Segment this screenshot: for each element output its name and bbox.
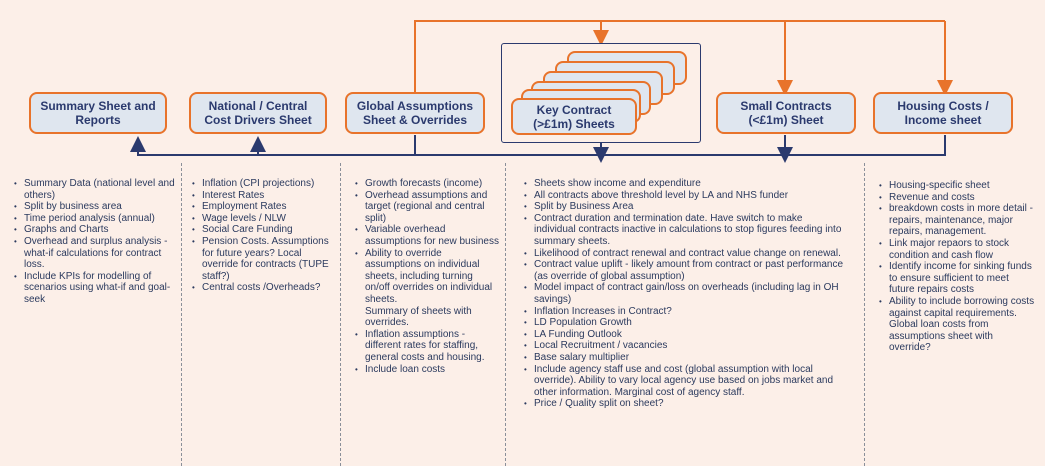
column-separator	[864, 163, 865, 466]
bullet-item: • Growth forecasts (income)	[365, 178, 499, 190]
bullet-item: • Wage levels / NLW	[202, 213, 334, 225]
housing-costs-label: Housing Costs / Income sheet	[897, 99, 989, 127]
key-contract-box	[511, 98, 637, 135]
global-bullets	[351, 178, 499, 375]
bullet-item: • Interest Rates	[202, 190, 334, 202]
bullet-item: • Include agency staff use and cost (global assumption with local override). Ability to vary local agency use based on jobs market and other information. Marginal cost of agency staff.	[534, 364, 845, 399]
bullet-item: • Overhead assumptions and target (regional and central split)	[365, 190, 499, 225]
bullet-item: • All contracts above threshold level by LA and NHS funder	[534, 190, 845, 202]
bullet-item: • Central costs /Overheads?	[202, 282, 334, 294]
bullet-item: • Revenue and costs	[889, 192, 1035, 204]
national-cost-drivers-label: National / Central Cost Drivers Sheet	[204, 99, 312, 127]
bullet-item: • Social Care Funding	[202, 224, 334, 236]
bullet-item: • LA Funding Outlook	[534, 329, 845, 341]
bullet-item: • Split by Business Area	[534, 201, 845, 213]
bullet-item: • Base salary multiplier	[534, 352, 845, 364]
bullet-item: • Contract value uplift - likely amount from contract or past performance (as override of global assumption)	[534, 259, 845, 282]
bullet-item: • Time period analysis (annual)	[24, 213, 175, 225]
summary-bullets	[10, 178, 175, 306]
bullet-item: • Ability to include borrowing costs against capital requirements. Global loan costs from assumptions sheet with override?	[889, 296, 1035, 354]
bullet-item: • Local Recruitment / vacancies	[534, 340, 845, 352]
bullet-item: • Include loan costs	[365, 364, 499, 376]
bullet-item: • Overhead and surplus analysis - what-if calculations for contract loss.	[24, 236, 175, 271]
bullet-item: • LD Population Growth	[534, 317, 845, 329]
bullet-item: • Price / Quality split on sheet?	[534, 398, 845, 410]
key-contract-label: Key Contract (>£1m) Sheets	[533, 102, 615, 131]
national-cost-drivers-box	[189, 92, 327, 134]
national-bullets	[188, 178, 334, 294]
bullet-item: • Graphs and Charts	[24, 224, 175, 236]
bullet-item: • Split by business area	[24, 201, 175, 213]
bullet-item: • Inflation Increases in Contract?	[534, 306, 845, 318]
bullet-item: • Contract duration and termination date. Have switch to make individual contracts inactive in calculations to stop figures feeding into summary sheets.	[534, 213, 845, 248]
bullet-item: • Summary Data (national level and others)	[24, 178, 175, 201]
bullet-item: • Inflation assumptions - different rates for staffing, general costs and housing.	[365, 329, 499, 364]
bullet-item: • Model impact of contract gain/loss on overheads (including lag in OH savings)	[534, 282, 845, 305]
bullet-item: • Ability to override assumptions on individual sheets, including turning on/off overrides on individual sheets.	[365, 248, 499, 306]
column-separator	[505, 163, 506, 466]
bullet-item: • Variable overhead assumptions for new business	[365, 224, 499, 247]
bullet-item: • Pension Costs. Assumptions for future years? Local override for contracts (TUPE staff?)	[202, 236, 334, 282]
housing-bullets	[875, 180, 1035, 354]
column-separator	[340, 163, 341, 466]
bullet-item: Summary of sheets with overrides.	[365, 305, 472, 329]
small-contracts-box	[716, 92, 856, 134]
bullet-item: • Identify income for sinking funds to ensure sufficient to meet future repairs costs	[889, 261, 1035, 296]
summary-sheet-box	[29, 92, 167, 134]
bullet-item: • Inflation (CPI projections)	[202, 178, 334, 190]
key-contract-bullets	[520, 178, 845, 410]
small-contracts-label: Small Contracts (<£1m) Sheet	[740, 99, 832, 127]
global-assumptions-box	[345, 92, 485, 134]
bullet-item: • Link major repaors to stock condition and cash flow	[889, 238, 1035, 261]
column-separator	[181, 163, 182, 466]
bullet-item: • Likelihood of contract renewal and contract value change on renewal.	[534, 248, 845, 260]
bullet-item: • breakdown costs in more detail - repairs, maintenance, major repairs, management.	[889, 203, 1035, 238]
housing-costs-box	[873, 92, 1013, 134]
summary-sheet-label: Summary Sheet and Reports	[40, 99, 156, 127]
bullet-item: • Housing-specific sheet	[889, 180, 1035, 192]
bullet-item: • Sheets show income and expenditure	[534, 178, 845, 190]
bullet-item: • Include KPIs for modelling of scenarios using what-if and goal-seek	[24, 271, 175, 306]
bullet-item: • Employment Rates	[202, 201, 334, 213]
global-assumptions-label: Global Assumptions Sheet & Overrides	[356, 99, 474, 127]
